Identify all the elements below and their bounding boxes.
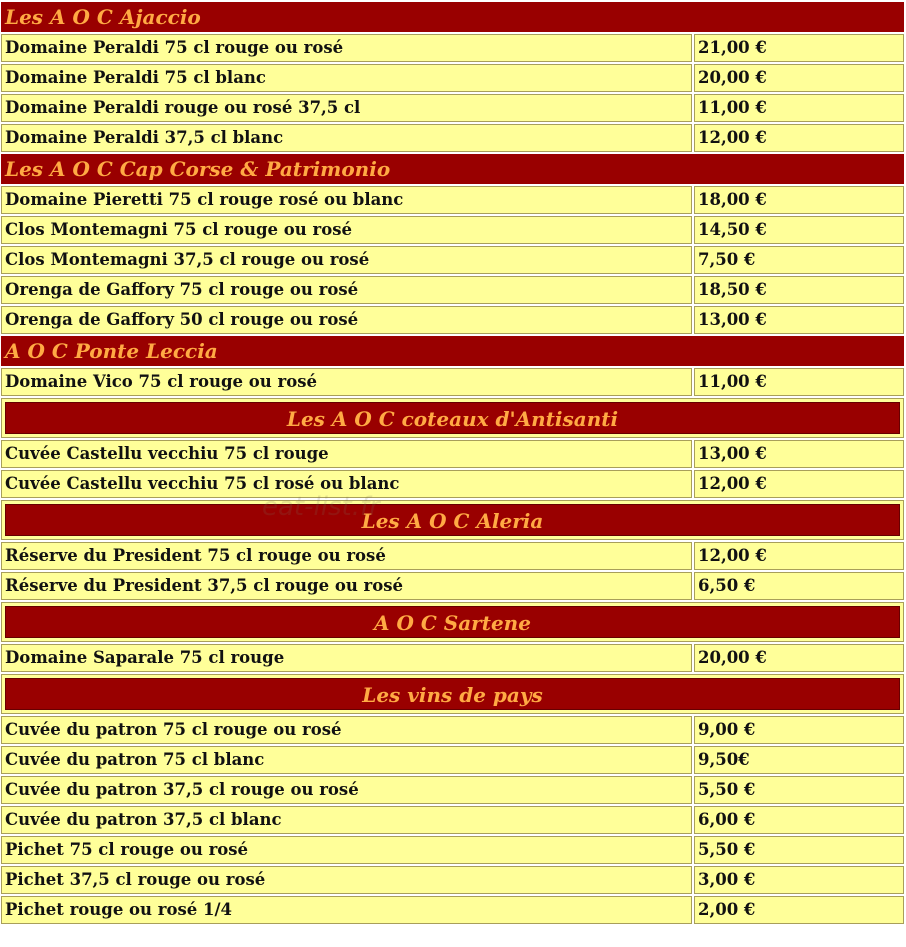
wine-price: 9,00 € <box>694 716 904 744</box>
wine-name: Réserve du President 75 cl rouge ou rosé <box>1 542 692 570</box>
wine-price: 18,00 € <box>694 186 904 214</box>
section-header-box <box>1 398 904 438</box>
wine-name: Domaine Peraldi 37,5 cl blanc <box>1 124 692 152</box>
wine-price: 3,00 € <box>694 866 904 894</box>
wine-name: Cuvée Castellu vecchiu 75 cl rouge <box>1 440 692 468</box>
wine-name: Cuvée du patron 75 cl blanc <box>1 746 692 774</box>
section-title: Les A O C Cap Corse & Patrimonio <box>1 154 904 184</box>
wine-name: Clos Montemagni 37,5 cl rouge ou rosé <box>1 246 692 274</box>
wine-price: 12,00 € <box>694 124 904 152</box>
wine-name: Domaine Peraldi 75 cl rouge ou rosé <box>1 34 692 62</box>
wine-name: Cuvée du patron 75 cl rouge ou rosé <box>1 716 692 744</box>
section-title: Les vins de pays <box>5 678 900 710</box>
wine-price: 12,00 € <box>694 470 904 498</box>
wine-name: Pichet 37,5 cl rouge ou rosé <box>1 866 692 894</box>
wine-name: Orenga de Gaffory 75 cl rouge ou rosé <box>1 276 692 304</box>
wine-price: 9,50€ <box>694 746 904 774</box>
section-title: A O C Ponte Leccia <box>1 336 904 366</box>
wine-price: 14,50 € <box>694 216 904 244</box>
wine-name: Domaine Peraldi rouge ou rosé 37,5 cl <box>1 94 692 122</box>
section-title: A O C Sartene <box>5 606 900 638</box>
wine-name: Pichet rouge ou rosé 1/4 <box>1 896 692 924</box>
wine-price: 21,00 € <box>694 34 904 62</box>
wine-name: Domaine Pieretti 75 cl rouge rosé ou blanc <box>1 186 692 214</box>
wine-price: 12,00 € <box>694 542 904 570</box>
wine-price: 13,00 € <box>694 440 904 468</box>
wine-price: 6,00 € <box>694 806 904 834</box>
wine-price: 13,00 € <box>694 306 904 334</box>
wine-name: Clos Montemagni 75 cl rouge ou rosé <box>1 216 692 244</box>
wine-price: 11,00 € <box>694 94 904 122</box>
wine-price: 18,50 € <box>694 276 904 304</box>
wine-name: Domaine Vico 75 cl rouge ou rosé <box>1 368 692 396</box>
section-title: Les A O C coteaux d'Antisanti <box>5 402 900 434</box>
wine-price: 20,00 € <box>694 644 904 672</box>
wine-price: 6,50 € <box>694 572 904 600</box>
wine-name: Cuvée Castellu vecchiu 75 cl rosé ou blanc <box>1 470 692 498</box>
wine-name: Orenga de Gaffory 50 cl rouge ou rosé <box>1 306 692 334</box>
wine-name: Domaine Peraldi 75 cl blanc <box>1 64 692 92</box>
wine-name: Pichet 75 cl rouge ou rosé <box>1 836 692 864</box>
section-title: Les A O C Ajaccio <box>1 2 904 32</box>
wine-price: 20,00 € <box>694 64 904 92</box>
section-header-box <box>1 674 904 714</box>
wine-name: Cuvée du patron 37,5 cl blanc <box>1 806 692 834</box>
wine-price: 11,00 € <box>694 368 904 396</box>
wine-name: Domaine Saparale 75 cl rouge <box>1 644 692 672</box>
wine-price: 2,00 € <box>694 896 904 924</box>
wine-price: 7,50 € <box>694 246 904 274</box>
section-header-box <box>1 500 904 540</box>
wine-name: Cuvée du patron 37,5 cl rouge ou rosé <box>1 776 692 804</box>
section-header-box <box>1 602 904 642</box>
wine-name: Réserve du President 37,5 cl rouge ou rosé <box>1 572 692 600</box>
section-title: Les A O C Aleria <box>5 504 900 536</box>
wine-price: 5,50 € <box>694 776 904 804</box>
wine-price: 5,50 € <box>694 836 904 864</box>
